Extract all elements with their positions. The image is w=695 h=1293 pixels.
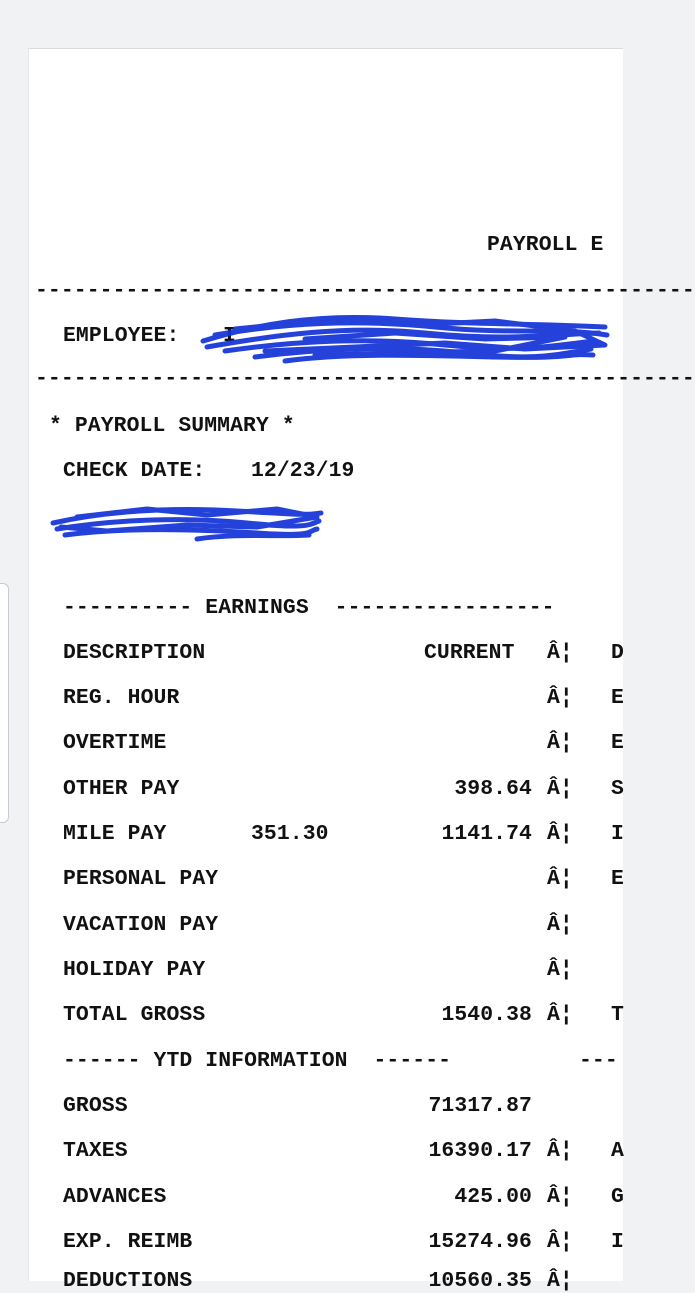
earning-separator: Â¦ <box>547 867 573 891</box>
employee-label: EMPLOYEE: <box>63 324 180 348</box>
ytd-separator: Â¦ <box>547 1269 573 1293</box>
earning-description: PERSONAL PAY <box>63 867 219 891</box>
ytd-value: 10560.35 <box>428 1269 532 1293</box>
earning-separator: Â¦ <box>547 913 573 937</box>
earning-separator: Â¦ <box>547 822 573 846</box>
employee-name-redaction <box>195 305 615 369</box>
ytd-separator: Â¦ <box>547 1230 573 1254</box>
earning-separator: Â¦ <box>547 777 573 801</box>
ytd-value: 71317.87 <box>428 1094 532 1118</box>
ytd-heading-cut: --- <box>579 1049 618 1073</box>
earning-current: 1141.74 <box>441 822 532 846</box>
ytd-value: 15274.96 <box>428 1230 532 1254</box>
ytd-description: DEDUCTIONS <box>63 1269 193 1293</box>
earning-current: 1540.38 <box>441 1003 532 1027</box>
earning-description: MILE PAY <box>63 822 167 846</box>
earnings-heading: ---------- EARNINGS ----------------- <box>63 596 555 620</box>
employee-initial: I <box>223 324 236 348</box>
ytd-heading: ------ YTD INFORMATION ------ <box>63 1049 452 1073</box>
col-separator: Â¦ <box>547 641 573 665</box>
earning-cut: T <box>611 1003 624 1027</box>
ytd-description: TAXES <box>63 1139 128 1163</box>
earning-separator: Â¦ <box>547 958 573 982</box>
earning-separator: Â¦ <box>547 731 573 755</box>
report-title: PAYROLL E <box>487 233 604 257</box>
ytd-separator: Â¦ <box>547 1139 573 1163</box>
payroll-summary-heading: * PAYROLL SUMMARY * <box>49 414 295 438</box>
col-description-header: DESCRIPTION <box>63 641 206 665</box>
ytd-description: EXP. REIMB <box>63 1230 193 1254</box>
earning-separator: Â¦ <box>547 686 573 710</box>
earning-current: 398.64 <box>454 777 532 801</box>
earning-description: REG. HOUR <box>63 686 180 710</box>
divider-rule-2: --------------------------------------------------- <box>35 367 695 391</box>
earning-cut: S <box>611 777 624 801</box>
ytd-cut: G <box>611 1185 624 1209</box>
payroll-report <box>29 49 695 1293</box>
redaction-scribble-2 <box>53 509 321 539</box>
earning-cut: E <box>611 731 624 755</box>
check-date-value: 12/23/19 <box>251 459 355 483</box>
check-date-label: CHECK DATE: <box>63 459 206 483</box>
address-redaction <box>47 497 327 547</box>
divider-rule: --------------------------------------------------- <box>35 279 695 303</box>
earning-description: OVERTIME <box>63 731 167 755</box>
ytd-value: 425.00 <box>454 1185 532 1209</box>
earning-description: OTHER PAY <box>63 777 180 801</box>
ytd-description: ADVANCES <box>63 1185 167 1209</box>
side-panel-handle[interactable] <box>0 583 9 823</box>
ytd-cut: A <box>611 1139 624 1163</box>
col-current-header: CURRENT <box>424 641 515 665</box>
earning-separator: Â¦ <box>547 1003 573 1027</box>
redaction-scribble <box>203 317 607 361</box>
ytd-cut: I <box>611 1230 624 1254</box>
earning-description: VACATION PAY <box>63 913 219 937</box>
earning-cut: E <box>611 867 624 891</box>
ytd-description: GROSS <box>63 1094 128 1118</box>
earning-description: HOLIDAY PAY <box>63 958 206 982</box>
earning-cut: I <box>611 822 624 846</box>
earning-description: TOTAL GROSS <box>63 1003 206 1027</box>
col-cut-header: D <box>611 641 624 665</box>
ytd-separator: Â¦ <box>547 1185 573 1209</box>
earning-cut: E <box>611 686 624 710</box>
earning-quantity: 351.30 <box>251 822 329 846</box>
ytd-value: 16390.17 <box>428 1139 532 1163</box>
document-page <box>28 48 695 1293</box>
